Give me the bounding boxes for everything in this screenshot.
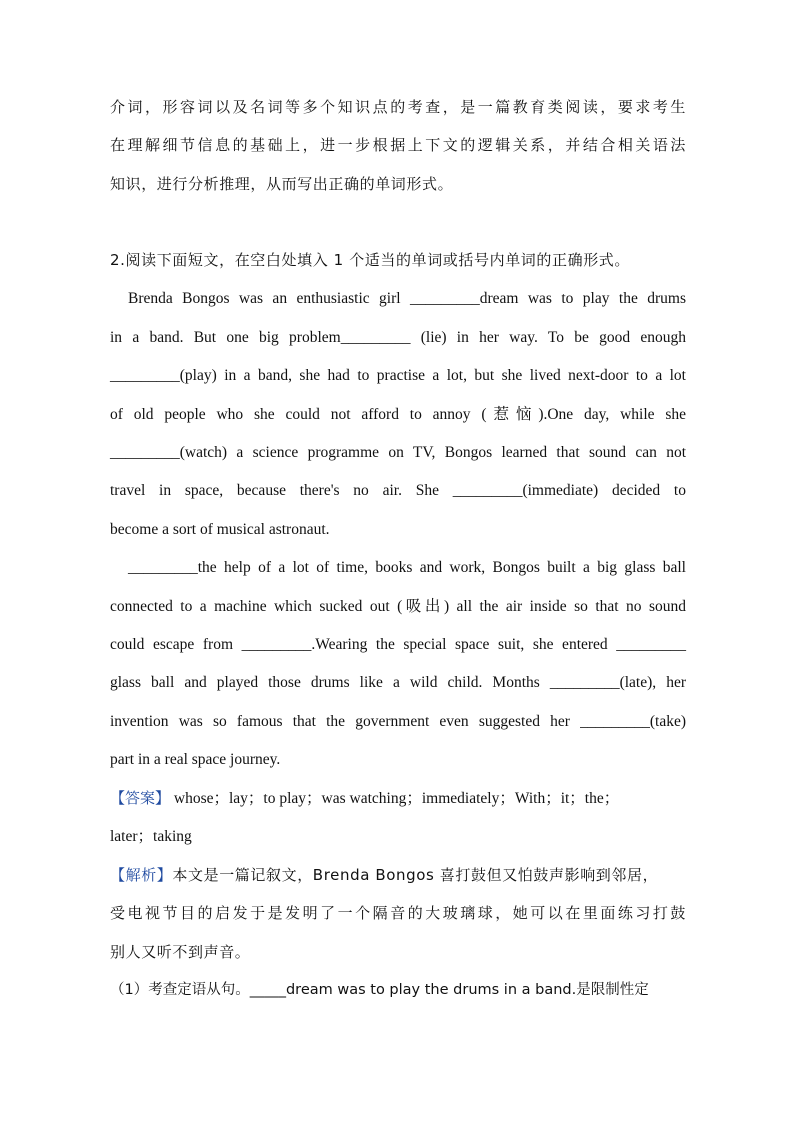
passage-line: part in a real space journey. xyxy=(110,751,281,768)
passage-line: in a band. But one big problem_________ (lie) in her way. To be good enough xyxy=(110,329,686,346)
intro-line-2: 在理解细节信息的基础上，进一步根据上下文的逻辑关系，并结合相关语法 xyxy=(110,136,686,154)
analysis-line-2: 受电视节目的启发于是发明了一个隔音的大玻璃球，她可以在里面练习打鼓 xyxy=(110,904,686,922)
passage-line: Brenda Bongos was an enthusiastic girl _________dream was to play the drums xyxy=(128,290,686,307)
analysis-line-4: （1）考查定语从句。_____dream was to play the drums in a band.是限制性定 xyxy=(110,982,649,998)
passage-line: connected to a machine which sucked out (吸出) all the air inside so that no sound xyxy=(110,598,686,615)
passage-line: of old people who she could not afford to annoy (惹恼).One day, while she xyxy=(110,406,686,423)
passage-line: travel in space, because there's no air. She _________(immediate) decided to xyxy=(110,482,686,499)
answer-line-2: later；taking xyxy=(110,828,192,845)
passage-line: _________(watch) a science programme on TV, Bongos learned that sound can not xyxy=(110,444,686,461)
answer-label: 【答案】 xyxy=(110,789,171,807)
answer-text: whose；lay；to play；was watching；immediately；With；it；the； xyxy=(170,790,620,807)
analysis-text: 本文是一篇记叙文，Brenda Bongos 喜打鼓但又怕鼓声影响到邻居， xyxy=(172,866,659,884)
question-title: 2.阅读下面短文，在空白处填入 1 个适当的单词或括号内单词的正确形式。 xyxy=(110,251,630,269)
passage-line: _________(play) in a band, she had to practise a lot, but she lived next-door to a lot xyxy=(110,367,686,384)
passage-line: _________the help of a lot of time, books and work, Bongos built a big glass ball xyxy=(128,559,686,576)
passage-line: become a sort of musical astronaut. xyxy=(110,521,330,538)
intro-line-1: 介词，形容词以及名词等多个知识点的考查，是一篇教育类阅读，要求考生 xyxy=(110,98,686,116)
analysis-line-1 xyxy=(110,865,686,885)
analysis-line-3: 别人又听不到声音。 xyxy=(110,943,251,961)
passage-line: could escape from _________.Wearing the special space suit, she entered _________ xyxy=(110,636,686,653)
answer-line-1 xyxy=(110,788,686,809)
passage-line: glass ball and played those drums like a wild child. Months _________(late), her xyxy=(110,674,686,691)
passage-line: invention was so famous that the government even suggested her _________(take) xyxy=(110,713,686,730)
intro-line-3: 知识，进行分析推理，从而写出正确的单词形式。 xyxy=(110,175,454,193)
analysis-label: 【解析】 xyxy=(110,866,173,884)
